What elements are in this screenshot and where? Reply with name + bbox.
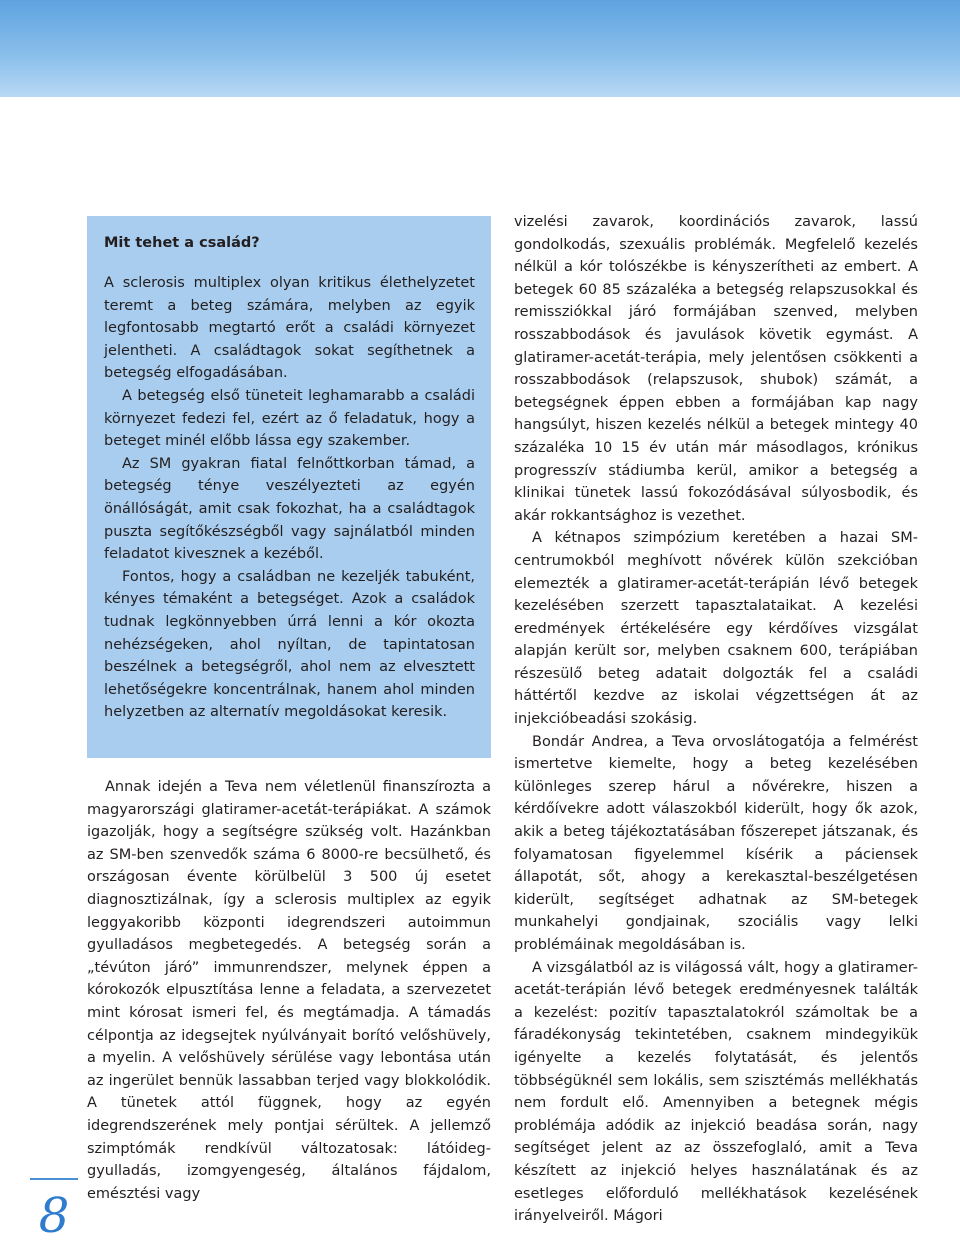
body-paragraph: A kétnapos szimpózium keretében a hazai SM-centrumokból meghívott nővérek külön szekcióban elemezték a glatiramer-acetát-terápián lévő betegek kezelésében szerzett tapasztalataikat. A kezelési eredmények értékelésére egy kérdőíves vizsgálat alapján került sor, melyben csaknem 600, terápiában részesülő beteg adatait dolgozták fel a családi háttértől kezdve az iskolai végzettségen át az injekcióbeadási szokásig. [514, 530, 918, 728]
header-color-band [0, 0, 960, 97]
right-text-column [514, 211, 918, 1228]
body-paragraph: Bondár Andrea, a Teva orvoslátogatója a felmérést ismertetve kiemelte, hogy a beteg kezelésében különleges szerep hárul a nővérekre, hiszen a kérdőívekre adott válaszokból kiderült, hogy ők azok, akik a beteg tájékoztatásában főszerepet játszanak, és folyamatosan figyelemmel kísérik a páciensek állapotát, sőt, ahogy a kerekasztal-beszélgetésen kiderült, segítséget adhatnak az SM-betegek munkahelyi gondjainak, szociális vagy lelki problémáinak megoldásában is. [514, 733, 918, 953]
page-number-rule [30, 1178, 78, 1180]
page-number: 8 [38, 1188, 70, 1244]
body-paragraph: A vizsgálatból az is világossá vált, hogy a glatiramer-acetát-terápián lévő betegek eredményesnek találták a kezelést: pozitív tapasztalatokról számoltak be a fáradékonyság tekintetében, csaknem mindegyikük igényelte a kezelés folytatását, és jelentős többségüknél sem lokális, sem szisztémás mellékhatás nem fordult elő. Amennyiben a betegnek mégis problémája adódik az injekció beadása során, nagy segítséget jelent az az összefoglaló, amit a Teva készített az injekció helyes használatának és az esetleges előforduló mellékhatások kezelésének irányelveiről. Mágori [514, 959, 918, 1225]
body-paragraph: vizelési zavarok, koordinációs zavarok, lassú gondolkodás, szexuális problémák. Megfelelő kezelés nélkül a kór tolószékbe is kényszerítheti az embert. A betegek 60 85 százaléka a betegség relapszusokkal és remissziókkal járó formájában szenved, melyben rosszabbodások és javulások követik egymást. A glatiramer-acetát-terápia, mely jelentősen csökkenti a rosszabbodások (relapszusok, shubok) számát, a betegségnek éppen ebben a formájában kap nagy hangsúlyt, hiszen kezelés nélkül a betegek mintegy 40 százaléka 10 15 év után már másodlagos, krónikus progresszív stádiumba kerül, amikor a betegség a klinikai tünetek lassú fokozódásával súlyosbodik, és akár rokkantsághoz is vezethet. [514, 214, 918, 524]
sidebar-info-box [87, 216, 491, 758]
sidebar-paragraph: A sclerosis multiplex olyan kritikus élethelyzetet teremt a beteg számára, melyben az egyik legfontosabb megtartó erőt a családi környezet jelentheti. A családtagok sokat segíthetnek a betegség elfogadásában. [104, 275, 475, 382]
sidebar-paragraph: A betegség első tüneteit leghamarabb a családi környezet fedezi fel, ezért az ő feladatuk, hogy a beteget minél előbb lássa egy szakember. [104, 387, 475, 450]
body-paragraph: Annak idején a Teva nem véletlenül finanszírozta a magyarországi glatiramer-acetát-terápiákat. A számok igazolják, hogy a segítségre szükség volt. Hazánkban az SM-ben szenvedők száma 6 8000-re becsülhető, és országosan évente körülbelül 3 500 új esetet diagnosztizálnak, így a sclerosis multiplex az egyik leggyakoribb központi idegrendszeri autoimmun gyulladásos megbetegedés. A betegség során a „tévúton járó” immunrendszer, melynek éppen a kórokozók elpusztítása lenne a feladata, a szervezetet mint kórosat ismeri fel, és megtámadja. A támadás célpontja az idegsejtek nyúlványait borító velőshüvely, a myelin. A velőshüvely sérülése vagy lebontása után az ingerület bennük lassabban terjed vagy blokkolódik. A tünetek attól függnek, hogy az egyén idegrendszerének mely pontjai sérültek. A jellemző szimptómák rendkívül változatosak: látóideg-gyulladás, izomgyengeség, általános fájdalom, emésztési vagy [87, 779, 491, 1202]
left-text-column [87, 776, 491, 1205]
sidebar-title: Mit tehet a család? [104, 235, 260, 251]
sidebar-paragraph: Fontos, hogy a családban ne kezeljék tabuként, kényes témaként a betegséget. Azok a családok tudnak legkönnyebben úrrá lenni a kór okozta nehézségeken, ahol nyíltan, de tapintatosan beszélnek a betegségről, ahol nem az elvesztett lehetőségekre koncentrálnak, hanem ahol minden helyzetben az alternatív megoldásokat keresik. [104, 568, 475, 721]
sidebar-paragraph: Az SM gyakran fiatal felnőttkorban támad, a betegség ténye veszélyezteti az egyén önállóságát, amit csak fokozhat, ha a családtagok puszta segítőkészségből vagy sajnálatból minden feladatot kivesznek a kezéből. [104, 455, 475, 563]
